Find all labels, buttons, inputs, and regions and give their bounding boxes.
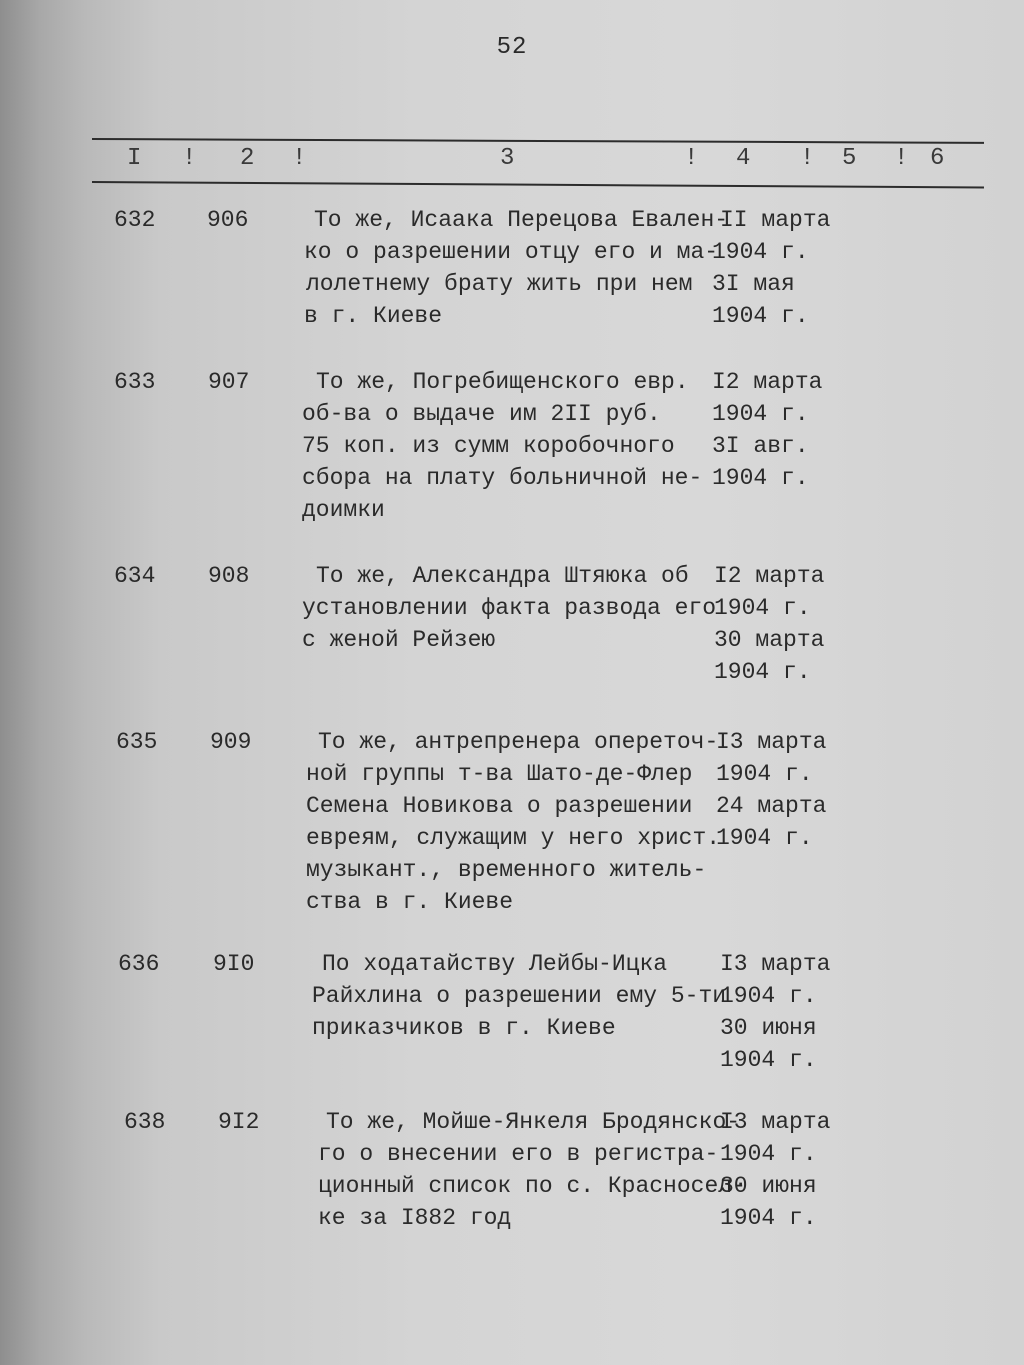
date-end-year: 1904 г. <box>712 303 809 329</box>
date-end-year: 1904 г. <box>714 659 811 685</box>
description-line: го о внесении его в регистра- <box>318 1141 719 1167</box>
date-end: 30 июня <box>720 1173 817 1199</box>
entry-dates <box>714 560 824 688</box>
date-start-year: 1904 г. <box>720 1141 817 1167</box>
date-end: 30 июня <box>720 1015 817 1041</box>
column-header-5: 5 <box>842 145 857 172</box>
column-separator: ! <box>894 145 909 172</box>
entry-number: 634 <box>114 563 156 589</box>
description-line: ке за I882 год <box>318 1205 512 1231</box>
date-end: 24 марта <box>716 793 827 819</box>
entry-dates <box>720 1106 830 1234</box>
column-separator: ! <box>182 145 197 172</box>
description-line: Райхлина о разрешении ему 5-ти <box>312 983 727 1009</box>
description-line: То же, Мойше-Янкеля Бродянско- <box>326 1109 741 1135</box>
date-start: I2 марта <box>714 563 825 589</box>
description-line: доимки <box>302 497 385 523</box>
description-line: По ходатайству Лейбы-Ицка <box>322 951 668 977</box>
entry-dates <box>720 948 830 1076</box>
description-line: приказчиков в г. Киеве <box>312 1015 616 1041</box>
entry-dates <box>712 366 822 494</box>
file-number: 9I2 <box>218 1109 260 1135</box>
entry-description <box>302 560 717 656</box>
date-start: II марта <box>720 207 831 233</box>
date-start: I3 марта <box>720 951 831 977</box>
description-line: Семена Новикова о разрешении <box>306 793 693 819</box>
date-start-year: 1904 г. <box>720 983 817 1009</box>
description-line: ко о разрешении отцу его и ма- <box>304 239 719 265</box>
description-line: То же, Погребищенского евр. <box>316 369 689 395</box>
date-start: I2 марта <box>712 369 823 395</box>
description-line: То же, Александра Штяюка об <box>316 563 689 589</box>
entry-description <box>318 1106 746 1234</box>
column-header-6: 6 <box>930 145 945 172</box>
entry-description <box>306 726 721 918</box>
date-end-year: 1904 г. <box>720 1047 817 1073</box>
entry-description <box>304 204 729 332</box>
description-line: То же, антрепренера опереточ- <box>318 729 719 755</box>
page-number: 52 <box>496 34 528 61</box>
date-start-year: 1904 г. <box>712 401 809 427</box>
date-start-year: 1904 г. <box>716 761 813 787</box>
entry-dates <box>716 726 826 854</box>
entry-dates <box>712 204 830 332</box>
entry-number: 638 <box>124 1109 166 1135</box>
file-number: 908 <box>208 563 250 589</box>
description-line: ционный список по с. Красносел- <box>318 1173 746 1199</box>
entry-number: 633 <box>114 369 156 395</box>
entry-description <box>312 948 727 1044</box>
date-end: 3I авг. <box>712 433 809 459</box>
date-end: 30 марта <box>714 627 825 653</box>
description-line: евреям, служащим у него христ. <box>306 825 721 851</box>
description-line: с женой Рейзею <box>302 627 496 653</box>
description-line: лолетнему брату жить при нем <box>306 271 693 297</box>
file-number: 907 <box>208 369 250 395</box>
date-end: 3I мая <box>712 271 795 297</box>
file-number: 9I0 <box>213 951 255 977</box>
column-separator: ! <box>800 145 815 172</box>
description-line: установлении факта развода его <box>302 595 717 621</box>
file-number: 909 <box>210 729 252 755</box>
header-bottom-rule <box>92 181 984 188</box>
description-line: ства в г. Киеве <box>306 889 514 915</box>
column-header-4: 4 <box>736 145 751 172</box>
description-line: об-ва о выдаче им 2II руб. <box>302 401 661 427</box>
description-line: 75 коп. из сумм коробочного <box>302 433 675 459</box>
date-start: I3 марта <box>720 1109 831 1135</box>
description-line: музыкант., временного житель- <box>306 857 707 883</box>
description-line: в г. Киеве <box>304 303 443 329</box>
entry-number: 636 <box>118 951 160 977</box>
file-number: 906 <box>207 207 249 233</box>
column-separator: ! <box>292 145 307 172</box>
column-header-3: 3 <box>500 145 515 172</box>
date-end-year: 1904 г. <box>720 1205 817 1231</box>
entry-description <box>302 366 703 526</box>
date-start-year: 1904 г. <box>712 239 809 265</box>
entry-number: 632 <box>114 207 156 233</box>
entry-number: 635 <box>116 729 158 755</box>
header-top-rule <box>92 138 984 144</box>
date-start-year: 1904 г. <box>714 595 811 621</box>
date-end-year: 1904 г. <box>716 825 813 851</box>
column-header-2: 2 <box>240 145 255 172</box>
description-line: сбора на плату больничной не- <box>302 465 703 491</box>
date-end-year: 1904 г. <box>712 465 809 491</box>
description-line: ной группы т-ва Шато-де-Флер <box>306 761 693 787</box>
description-line: То же, Исаака Перецова Евален- <box>314 207 729 233</box>
column-separator: ! <box>684 145 699 172</box>
date-start: I3 марта <box>716 729 827 755</box>
column-header-1: I <box>127 145 142 172</box>
